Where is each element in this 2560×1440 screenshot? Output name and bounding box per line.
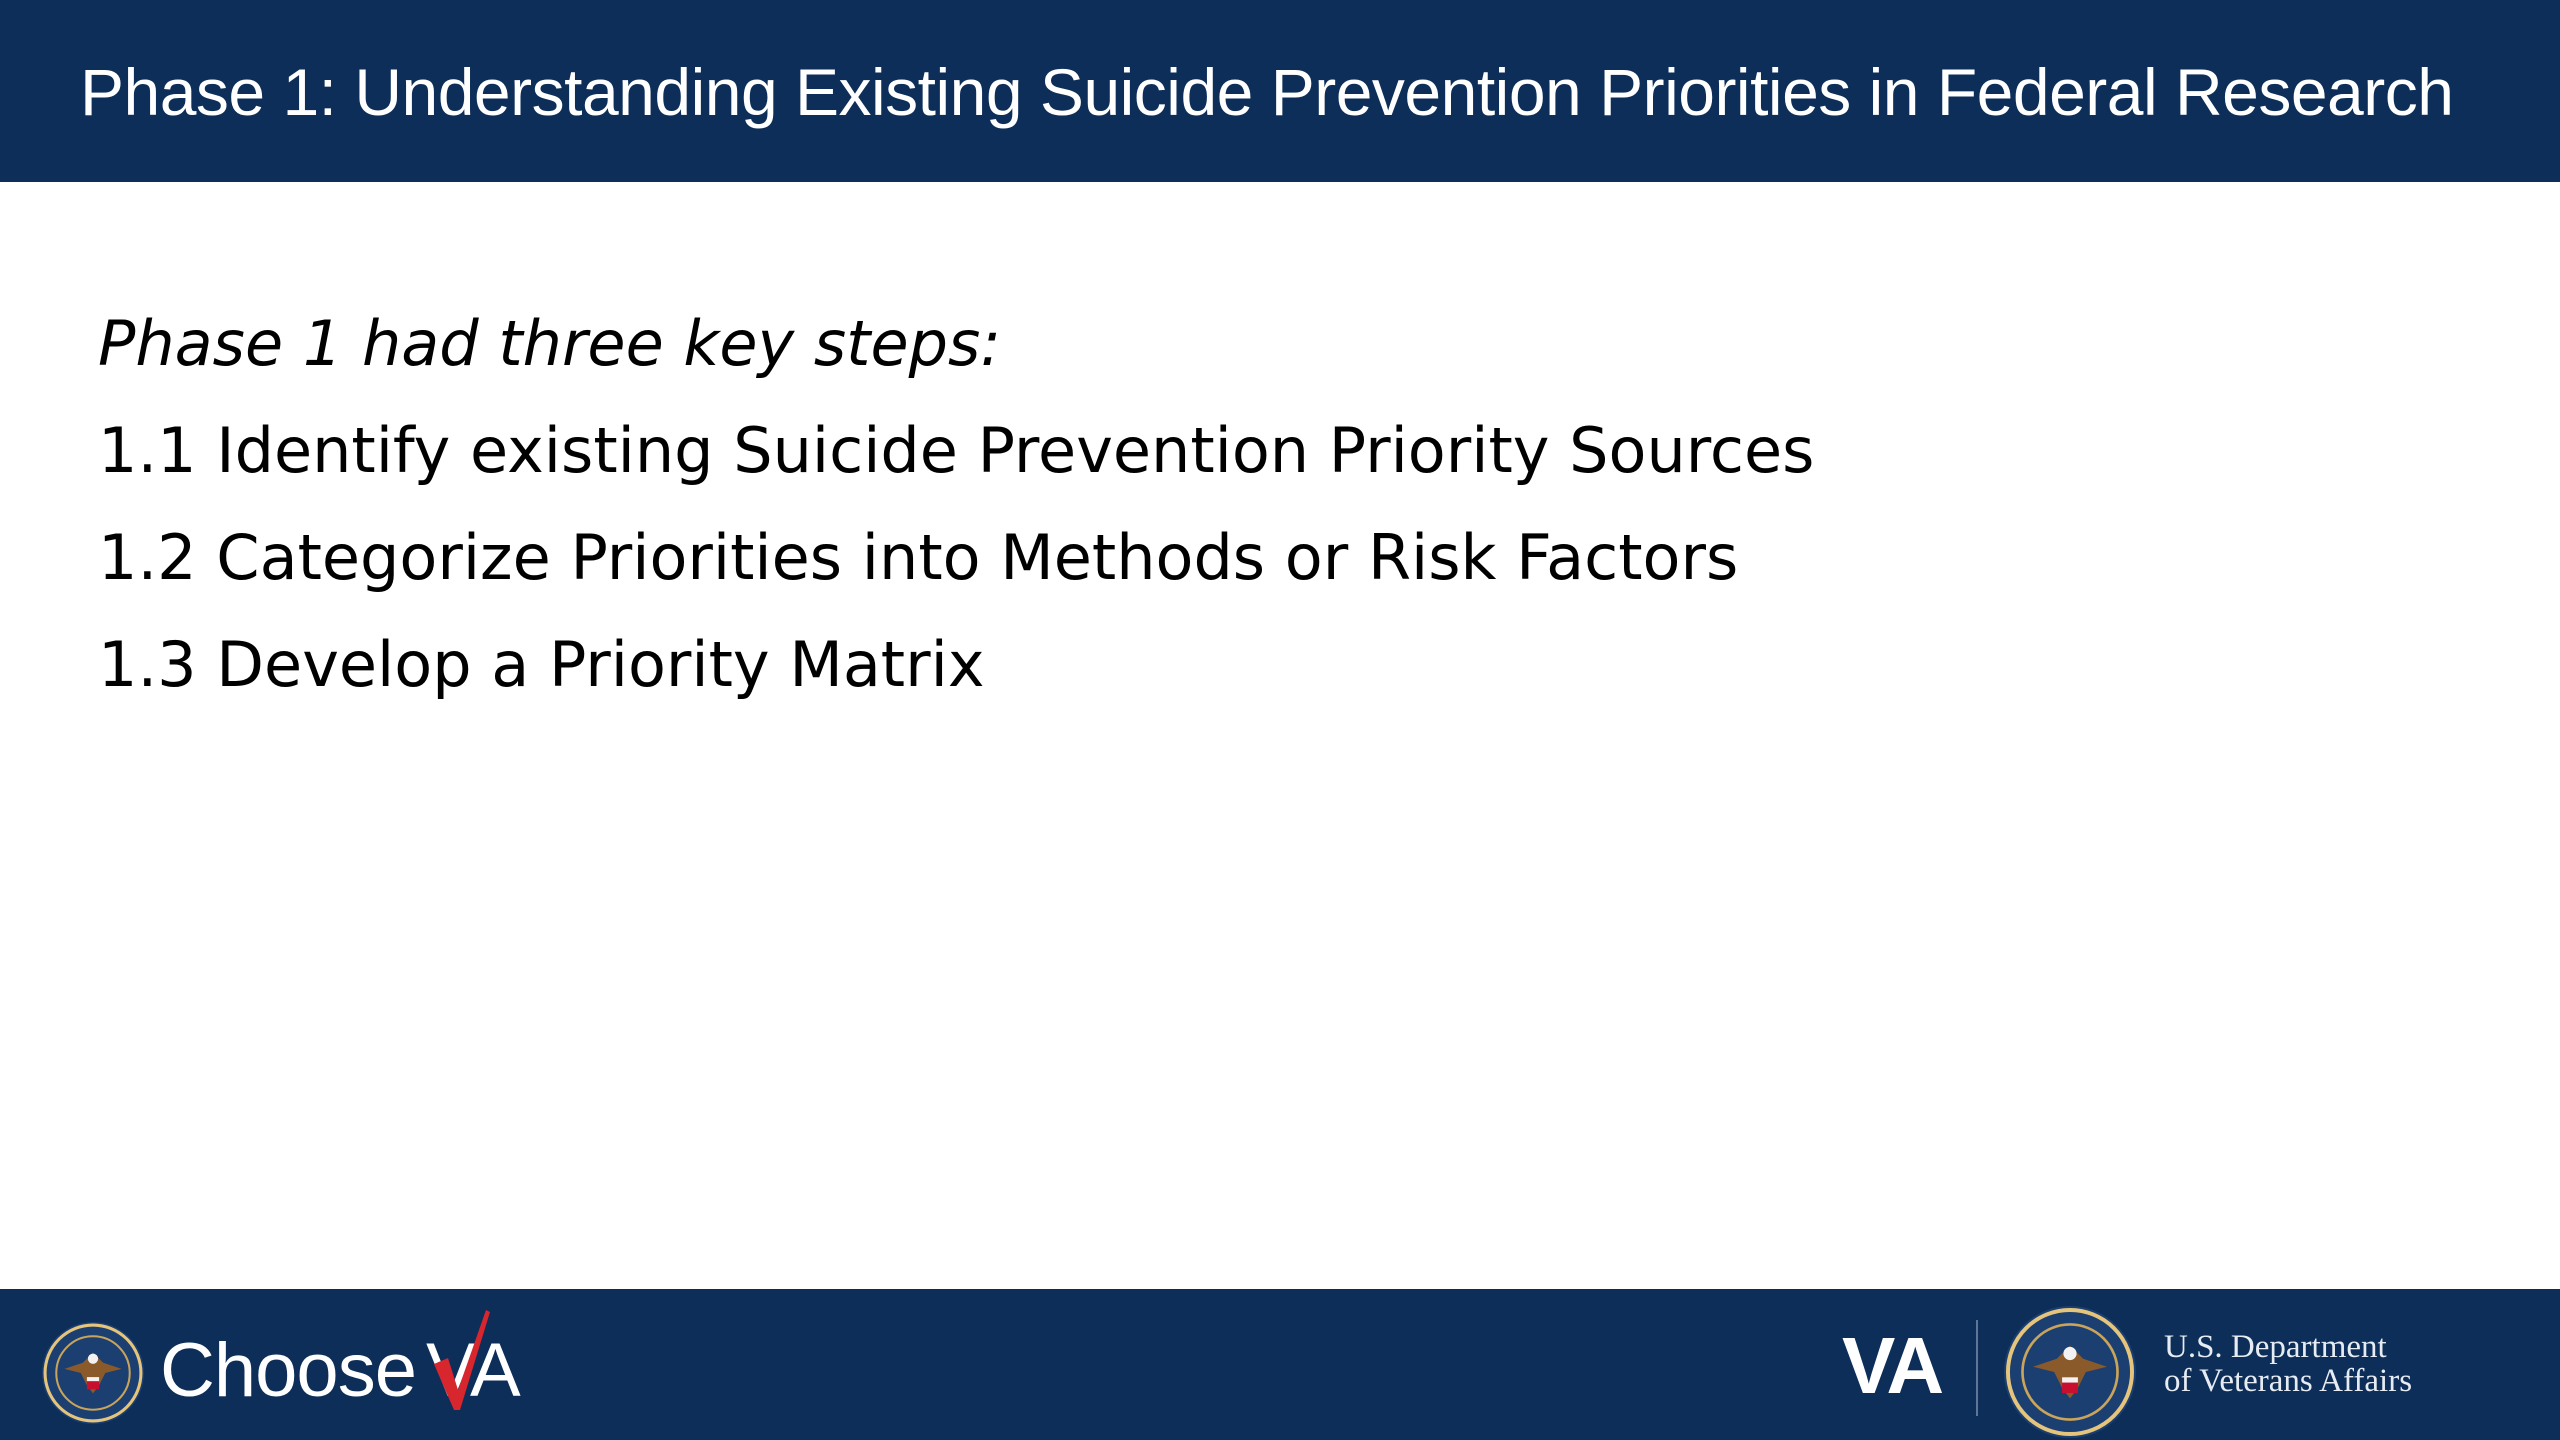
step-item: 1.2 Categorize Priorities into Methods or Risk Factors bbox=[98, 521, 1739, 594]
choose-va-logo bbox=[160, 1320, 520, 1420]
footer-divider bbox=[1976, 1320, 1978, 1416]
department-line-2: of Veterans Affairs bbox=[2164, 1363, 2413, 1399]
department-line-1: U.S. Department bbox=[2164, 1329, 2387, 1365]
intro-text: Phase 1 had three key steps: bbox=[98, 307, 1002, 380]
step-item: 1.1 Identify existing Suicide Prevention Priority Sources bbox=[98, 414, 1815, 487]
va-logo: VA bbox=[1842, 1321, 1942, 1410]
title-bar bbox=[0, 0, 2560, 182]
choose-va-letters: VA bbox=[425, 1327, 520, 1413]
slide-body bbox=[98, 290, 2398, 718]
va-seal-icon bbox=[42, 1322, 144, 1424]
va-seal-icon bbox=[2004, 1306, 2136, 1438]
red-checkmark-icon bbox=[432, 1306, 492, 1416]
department-name bbox=[2164, 1330, 2412, 1398]
slide-title: Phase 1: Understanding Existing Suicide Prevention Priorities in Federal Research bbox=[80, 55, 2454, 129]
step-item: 1.3 Develop a Priority Matrix bbox=[98, 628, 985, 701]
choose-word: Choose bbox=[160, 1327, 416, 1413]
